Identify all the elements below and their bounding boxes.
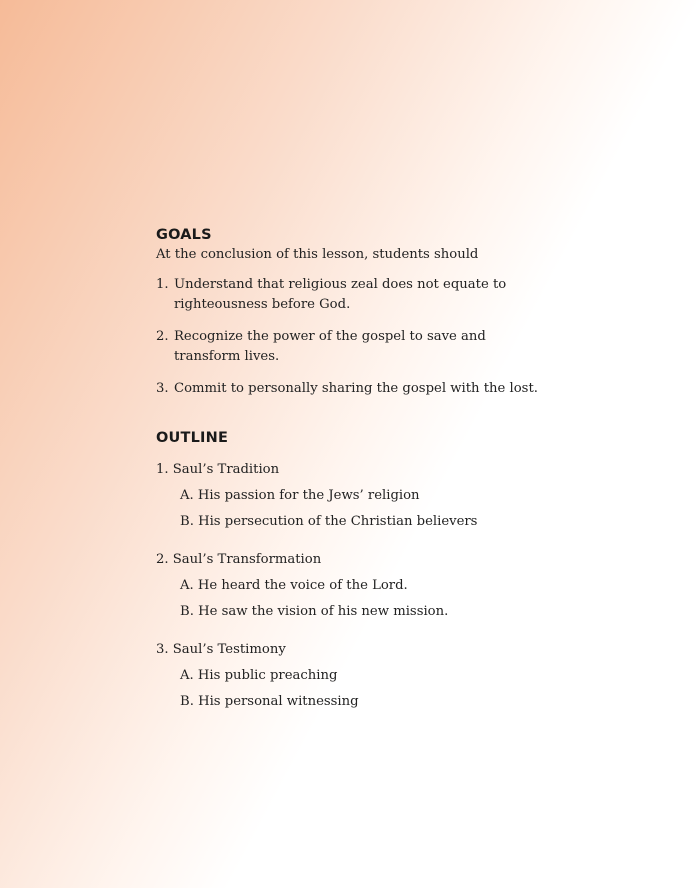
goal-text: Commit to personally sharing the gospel with the lost.: [174, 381, 538, 396]
goal-item: [156, 275, 556, 315]
goal-text: Understand that religious zeal does not equate to righteousness before God.: [174, 277, 507, 312]
goal-number: 1.: [156, 277, 169, 292]
outline-section-title: 1. Saul’s Tradition: [156, 462, 280, 477]
goal-number: 3.: [156, 381, 169, 396]
goal-text: Recognize the power of the gospel to save and transform lives.: [174, 329, 486, 364]
goals-heading: GOALS: [156, 227, 212, 243]
outline-section-title: 2. Saul’s Transformation: [156, 552, 322, 567]
goal-number: 2.: [156, 329, 169, 344]
outline-list: [156, 460, 556, 712]
outline-sub-item: A. His public preaching: [180, 668, 338, 683]
outline-sub-item: B. His personal witnessing: [180, 694, 359, 709]
lesson-content: [156, 226, 556, 730]
outline-section: [156, 640, 556, 712]
outline-sub-item: B. He saw the vision of his new mission.: [180, 604, 449, 619]
outline-section: [156, 550, 556, 622]
outline-section-title: 3. Saul’s Testimony: [156, 642, 286, 657]
goal-item: [156, 379, 556, 399]
outline-sub-item: B. His persecution of the Christian believers: [180, 514, 478, 529]
outline-sub-item: A. His passion for the Jews’ religion: [180, 488, 420, 503]
outline-sub-item: A. He heard the voice of the Lord.: [180, 578, 408, 593]
outline-heading: OUTLINE: [156, 430, 229, 446]
goals-intro: At the conclusion of this lesson, students should: [156, 247, 479, 262]
goals-list: [156, 275, 556, 399]
goal-item: [156, 327, 556, 367]
outline-section: [156, 460, 556, 532]
